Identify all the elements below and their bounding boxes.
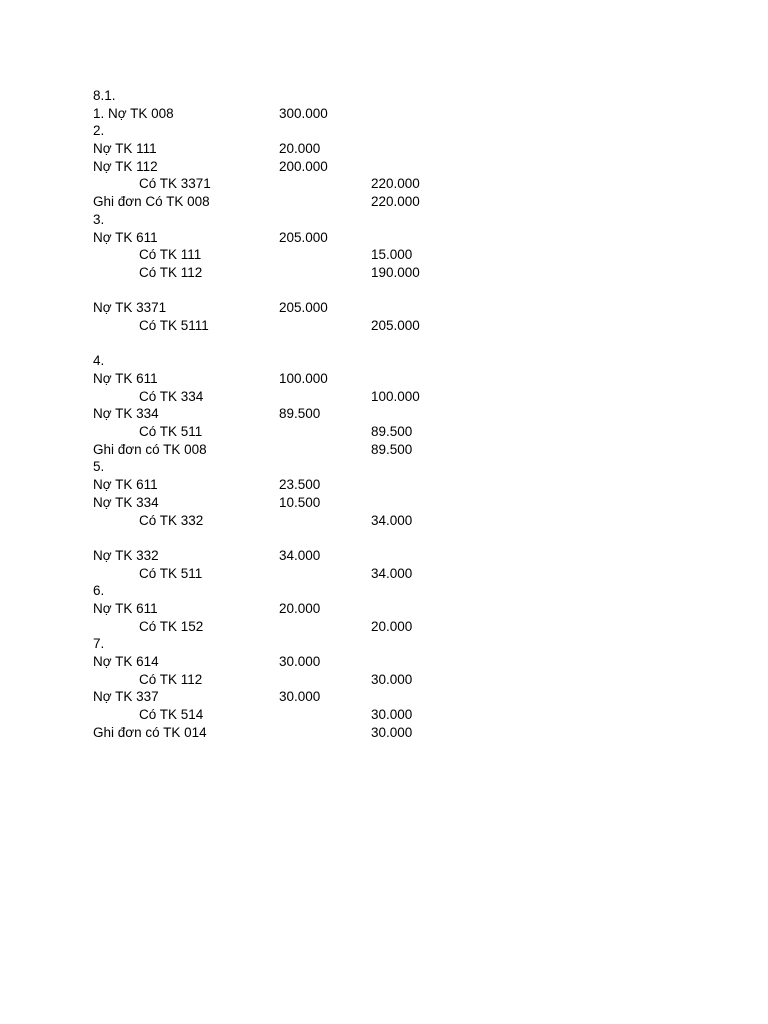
entry-label: Có TK 112	[139, 671, 203, 687]
credit-amount: 30.000	[371, 671, 413, 687]
journal-row	[93, 547, 693, 565]
credit-amount: 89.500	[371, 424, 413, 440]
journal-row	[93, 423, 693, 441]
journal-row	[93, 229, 693, 247]
credit-amount: 20.000	[371, 618, 413, 634]
debit-amount: 205.000	[279, 300, 328, 316]
credit-amount: 30.000	[371, 724, 413, 740]
debit-amount: 20.000	[279, 600, 321, 616]
journal-row	[93, 600, 693, 618]
journal-row	[93, 724, 693, 742]
entry-label: Có TK 112	[139, 264, 203, 280]
journal-row	[93, 582, 693, 600]
entry-label: Nợ TK 611	[93, 477, 158, 493]
journal-row	[93, 317, 693, 335]
entry-label: 6.	[93, 583, 105, 599]
journal-row	[93, 529, 693, 547]
journal-row	[93, 211, 693, 229]
journal-row	[93, 512, 693, 530]
credit-amount: 205.000	[371, 317, 420, 333]
debit-amount: 89.500	[279, 406, 321, 422]
journal-row	[93, 441, 693, 459]
entry-label: Có TK 3371	[139, 176, 211, 192]
debit-amount: 30.000	[279, 689, 321, 705]
credit-amount: 220.000	[371, 176, 420, 192]
credit-amount: 34.000	[371, 512, 413, 528]
journal-row	[93, 282, 693, 300]
journal-sheet	[93, 87, 693, 741]
journal-row	[93, 635, 693, 653]
entry-label: Nợ TK 614	[93, 654, 159, 669]
journal-row	[93, 671, 693, 689]
journal-row	[93, 618, 693, 636]
journal-row	[93, 299, 693, 317]
journal-row	[93, 140, 693, 158]
journal-row	[93, 494, 693, 512]
journal-row	[93, 264, 693, 282]
debit-amount: 10.500	[279, 494, 321, 510]
entry-label: Nợ TK 112	[93, 158, 158, 174]
entry-label: 1. Nợ TK 008	[93, 105, 174, 121]
debit-amount: 20.000	[279, 141, 321, 157]
journal-row	[93, 122, 693, 140]
entry-label: Nợ TK 3371	[93, 300, 167, 316]
credit-amount: 15.000	[371, 247, 413, 263]
journal-row	[93, 388, 693, 406]
entry-label: Nợ TK 611	[93, 229, 158, 245]
entry-label: Nợ TK 334	[93, 494, 159, 510]
journal-row	[93, 370, 693, 388]
entry-label: Có TK 514	[139, 707, 204, 723]
journal-row	[93, 87, 693, 105]
entry-label: 4.	[93, 353, 105, 369]
entry-label: Nợ TK 332	[93, 547, 159, 563]
journal-row	[93, 565, 693, 583]
credit-amount: 34.000	[371, 565, 413, 581]
debit-amount: 200.000	[279, 158, 328, 174]
journal-row	[93, 688, 693, 706]
journal-row	[93, 653, 693, 671]
entry-label: Nợ TK 611	[93, 371, 158, 386]
journal-row	[93, 352, 693, 370]
debit-amount: 23.500	[279, 477, 321, 493]
entry-label: Nợ TK 111	[93, 141, 157, 157]
journal-row	[93, 193, 693, 211]
debit-amount: 300.000	[279, 105, 328, 121]
journal-row	[93, 458, 693, 476]
entry-label: Nợ TK 337	[93, 689, 159, 705]
entry-label: 7.	[93, 636, 105, 652]
entry-label: 5.	[93, 459, 105, 475]
entry-label: Nợ TK 334	[93, 406, 159, 422]
entry-label: 2.	[93, 123, 105, 139]
journal-row	[93, 246, 693, 264]
debit-amount: 205.000	[279, 229, 328, 245]
entry-label: 8.1.	[93, 88, 116, 103]
entry-label: Ghi đơn có TK 014	[93, 724, 207, 740]
entry-label: Có TK 152	[139, 618, 204, 634]
entry-label: Có TK 511	[139, 565, 203, 581]
journal-row	[93, 175, 693, 193]
entry-label: Có TK 334	[139, 388, 204, 404]
journal-row	[93, 158, 693, 176]
entry-label: Có TK 111	[139, 247, 202, 263]
entry-label: 3.	[93, 211, 105, 227]
entry-label: Ghi đơn có TK 008	[93, 441, 207, 457]
debit-amount: 30.000	[279, 654, 321, 669]
journal-row	[93, 476, 693, 494]
entry-label: Có TK 332	[139, 512, 204, 528]
entry-label: Nợ TK 611	[93, 600, 158, 616]
credit-amount: 89.500	[371, 441, 413, 457]
entry-label: Có TK 511	[139, 424, 203, 440]
journal-row	[93, 706, 693, 724]
entry-label: Ghi đơn Có TK 008	[93, 194, 210, 210]
credit-amount: 190.000	[371, 264, 420, 280]
journal-row	[93, 405, 693, 423]
debit-amount: 34.000	[279, 547, 321, 563]
debit-amount: 100.000	[279, 371, 328, 386]
journal-row	[93, 105, 693, 123]
credit-amount: 30.000	[371, 707, 413, 723]
journal-row	[93, 335, 693, 353]
credit-amount: 220.000	[371, 194, 420, 210]
credit-amount: 100.000	[371, 388, 420, 404]
entry-label: Có TK 5111	[139, 317, 209, 333]
